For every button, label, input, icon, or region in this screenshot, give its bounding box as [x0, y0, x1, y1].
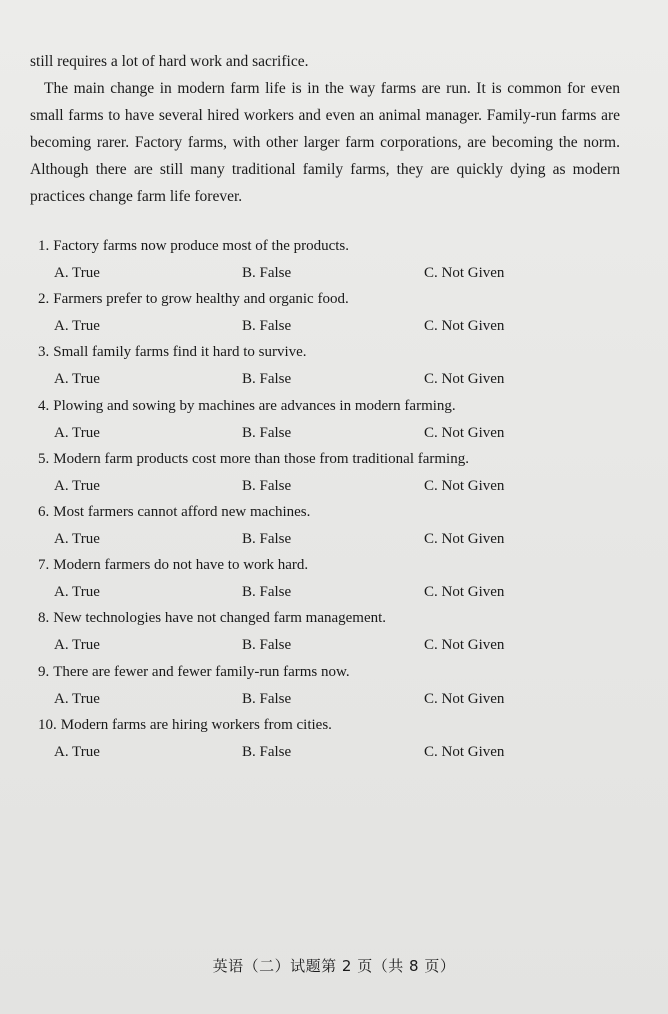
option-c: C. Not Given [424, 690, 505, 707]
option-c: C. Not Given [424, 424, 505, 441]
question-number: 1. [38, 238, 50, 254]
page-footer: 英语（二）试题第 2 页（共 8 页） [212, 957, 456, 975]
question-number: 8. [38, 610, 50, 627]
question-list [36, 236, 636, 768]
option-b: B. False [242, 637, 292, 654]
option-c: C. Not Given [424, 265, 505, 281]
reading-passage [30, 48, 620, 210]
option-c: C. Not Given [424, 584, 505, 601]
question-number: 2. [38, 291, 50, 308]
question-text: Farmers prefer to grow healthy and organic food. [53, 291, 349, 308]
question-stem [38, 342, 307, 362]
option-c: C. Not Given [424, 477, 505, 494]
question-item [36, 289, 636, 342]
question-number: 7. [38, 557, 50, 574]
question-stem [38, 289, 349, 309]
question-number: 5. [38, 450, 50, 467]
option-a: A. True [54, 424, 100, 441]
question-stem [38, 555, 308, 575]
question-number: 4. [38, 397, 50, 414]
option-a: A. True [54, 265, 100, 281]
question-text: There are fewer and fewer family-run farms now. [53, 663, 350, 680]
option-a: A. True [54, 584, 100, 601]
question-number: 6. [38, 503, 50, 520]
question-item [36, 236, 636, 289]
question-stem [38, 236, 349, 256]
option-c: C. Not Given [424, 530, 505, 547]
question-item [36, 715, 636, 768]
question-number: 9. [38, 663, 50, 680]
question-item [36, 608, 636, 661]
question-item [36, 662, 636, 715]
question-number: 10. [38, 716, 57, 733]
question-stem [38, 608, 386, 628]
option-b: B. False [242, 318, 292, 335]
question-text: New technologies have not changed farm management. [53, 610, 387, 627]
option-a: A. True [54, 637, 100, 654]
question-number: 3. [38, 344, 50, 361]
option-a: A. True [54, 371, 100, 388]
option-a: A. True [54, 690, 100, 707]
option-b: B. False [242, 690, 292, 707]
option-c: C. Not Given [424, 743, 505, 760]
question-stem [38, 715, 332, 735]
question-text: Most farmers cannot afford new machines. [53, 503, 311, 520]
passage-continuation: still requires a lot of hard work and sacrifice. [30, 53, 309, 70]
option-b: B. False [242, 477, 292, 494]
question-text: Modern farmers do not have to work hard. [53, 557, 309, 574]
option-a: A. True [54, 318, 100, 335]
question-stem [38, 449, 469, 469]
question-item [36, 555, 636, 608]
question-item [36, 396, 636, 449]
option-b: B. False [242, 743, 292, 760]
question-item [36, 342, 636, 395]
question-text: Modern farms are hiring workers from cities. [60, 716, 332, 733]
option-c: C. Not Given [424, 637, 505, 654]
question-stem [38, 662, 350, 682]
option-b: B. False [242, 584, 292, 601]
option-b: B. False [242, 530, 292, 547]
question-stem [38, 396, 456, 416]
question-item [36, 502, 636, 555]
option-b: B. False [242, 371, 292, 388]
question-text: Plowing and sowing by machines are advances in modern farming. [53, 397, 456, 414]
option-a: A. True [54, 743, 100, 760]
option-b: B. False [242, 424, 292, 441]
passage-paragraph: The main change in modern farm life is in the way farms are run. It is common for even small farms to have several hired workers and even an animal manager. Family-run farms are becoming rarer. Factory farms, with other larger farm corporations, are becoming the norm. Although there are still many traditional family farms, they are quickly dying as modern practices change farm life forever. [30, 80, 620, 205]
question-text: Modern farm products cost more than those from traditional farming. [53, 450, 469, 467]
question-item [36, 449, 636, 502]
question-stem [38, 502, 310, 522]
option-c: C. Not Given [424, 371, 505, 388]
question-text: Factory farms now produce most of the products. [53, 238, 350, 254]
option-c: C. Not Given [424, 318, 505, 335]
option-b: B. False [242, 265, 292, 281]
question-text: Small family farms find it hard to survive. [53, 344, 307, 361]
option-a: A. True [54, 477, 100, 494]
option-a: A. True [54, 530, 100, 547]
